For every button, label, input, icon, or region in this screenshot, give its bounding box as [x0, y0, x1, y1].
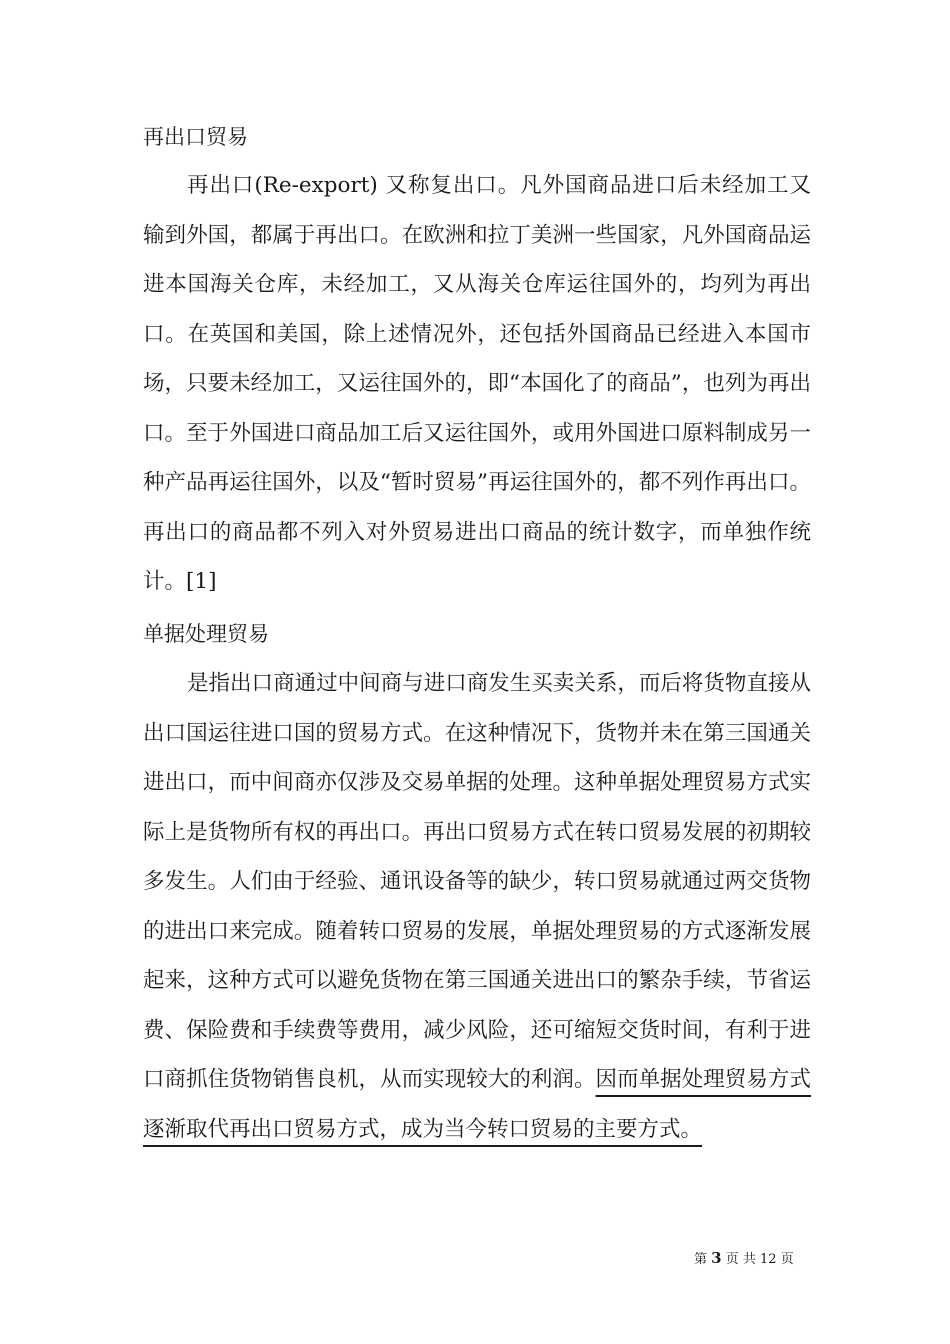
current-page-number: 3: [711, 1249, 722, 1267]
page-footer: [694, 1248, 794, 1267]
paragraph-document-trade: [143, 659, 811, 1154]
total-page-number: 12: [760, 1252, 777, 1267]
section-heading-reexport: 再出口贸易: [143, 125, 248, 149]
paragraph-reexport: 再出口(Re-export) 又称复出口。凡外国商品进口后未经加工又输到外国，都属于再出口。在欧洲和拉丁美洲一些国家，凡外国商品运进本国海关仓库，未经加工，又从海关仓库运往国外的，均列为再出口。在英国和美国，除上述情况外，还包括外国商品已经进入本国市场，只要未经加工，又运往国外的，即“本国化了的商品”，也列为再出口。至于外国进口商品加工后又运往国外，或用外国进口原料制成另一种产品再运往国外，以及“暂时贸易”再运往国外的，都不列作再出口。再出口的商品都不列入对外贸易进出口商品的统计数字，而单独作统计。[1]: [143, 173, 811, 594]
footer-prefix: 第: [694, 1252, 708, 1267]
footer-middle: 页 共: [725, 1252, 756, 1267]
section-heading-document-trade: 单据处理贸易: [143, 622, 269, 646]
footer-suffix: 页: [780, 1252, 794, 1267]
paragraph-text: 是指出口商通过中间商与进口商发生买卖关系，而后将货物直接从出口国运往进口国的贸易方式。在这种情况下，货物并未在第三国通关进出口，而中间商亦仅涉及交易单据的处理。这种单据处理贸易方式实际上是货物所有权的再出口。再出口贸易方式在转口贸易发展的初期较多发生。人们由于经验、通讯设备等的缺少，转口贸易就通过两交货物的进出口来完成。随着转口贸易的发展，单据处理贸易的方式逐渐发展起来，这种方式可以避免货物在第三国通关进出口的繁杂手续，节省运费、保险费和手续费等费用，减少风险，还可缩短交货时间，有利于进口商抓住货物销售良机，从而实现较大的利润。: [143, 671, 811, 1092]
underlined-sentence: 因而单据处理贸易方式逐渐取代再出口贸易方式，成为当今转口贸易的主要方式。: [143, 1067, 811, 1142]
